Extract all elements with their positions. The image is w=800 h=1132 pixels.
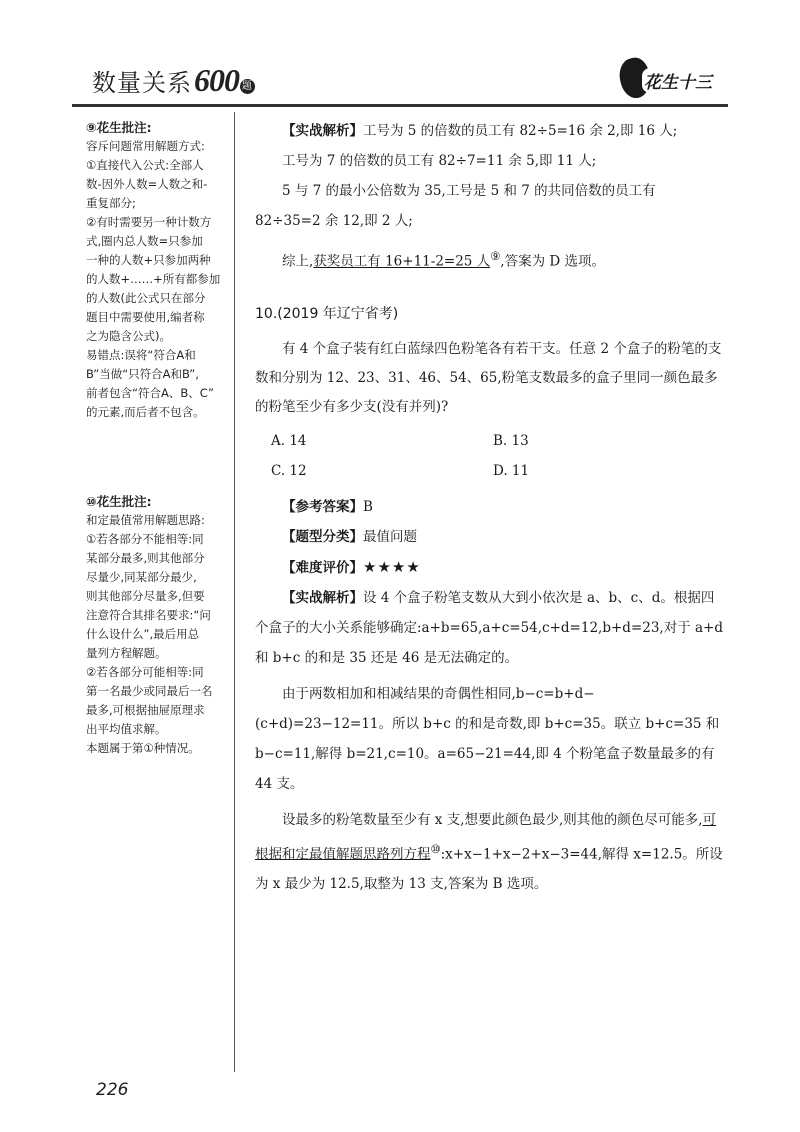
book-title-text: 数量关系	[92, 69, 192, 97]
note-line: 前者包含“符合A、B、C”	[86, 386, 214, 400]
note-line: 出平均值求解。	[86, 722, 167, 736]
note-line: 第一名最少或同最后一名	[86, 684, 213, 698]
question-stem: 有 4 个盒子装有红白蓝绿四色粉笔各有若干支。任意 2 个盒子的粉笔的支数和分别为 12、23、31、46、54、65,粉笔支数最多的盒子里同一颜色最多的粉笔至少有多少支(没有并列)?	[255, 340, 722, 415]
reference-answer	[255, 492, 725, 522]
note-title: ⑨花生批注:	[86, 120, 152, 135]
option-b: B. 13	[493, 432, 529, 449]
note-line: 则其他部分尽量多,但要	[86, 589, 205, 603]
section-tag: 【实战解析】	[282, 123, 363, 139]
note-line: 的人数(此公式只在部分	[86, 291, 206, 305]
analysis-paragraph	[255, 805, 725, 900]
note-line: 式,圈内总人数=只参加	[86, 234, 203, 248]
note-line: 之为隐含公式)。	[86, 329, 171, 343]
sidebar-note-10	[86, 492, 226, 758]
section-tag: 【题型分类】	[282, 528, 363, 545]
type-value: 最值问题	[363, 528, 417, 545]
note-line: 的元素,而后者不包含。	[86, 405, 205, 419]
main-column	[255, 116, 725, 899]
note-title: ⑩花生批注:	[86, 494, 152, 509]
note-line: ②有时需要另一种计数方	[86, 215, 212, 229]
conclusion-text: 综上,	[282, 253, 314, 270]
note-line: B”当做“只符合A和B”,	[86, 367, 199, 381]
book-title-number: 600	[194, 62, 239, 98]
question-type	[255, 522, 725, 552]
note-line: 重复部分;	[86, 196, 136, 210]
page-number: 226	[96, 1080, 129, 1100]
note-line: 易错点:误将“符合A和	[86, 348, 196, 362]
answer-options	[255, 426, 725, 486]
note-line: 最多,可根据抽屉原理求	[86, 703, 205, 717]
note-body	[86, 137, 226, 422]
brand-logo	[620, 58, 716, 100]
header-rule	[72, 104, 728, 107]
note-line: 注意符合其排名要求:“问	[86, 608, 211, 622]
footnote-ref: ⑩	[430, 842, 441, 856]
analysis-paragraph: 由于两数相加和相减结果的奇偶性相同,b−c=b+d−(c+d)=23−12=11。所以 b+c 的和是奇数,即 b+c=35。联立 b+c=35 和 b−c=11,解得 b=21,c=10。a=65−21=44,即 4 个粉笔盒子数量最多的有 44 支。	[255, 685, 720, 792]
prev-conclusion	[255, 242, 725, 277]
book-title	[92, 62, 255, 99]
question-header	[255, 299, 725, 329]
question-source: (2019 年辽宁省考)	[277, 305, 399, 322]
option-c: C. 12	[271, 462, 307, 479]
underlined-text: 可根据和定最值解题思路列方程	[255, 811, 717, 862]
note-line: 和定最值常用解题思路:	[86, 513, 205, 527]
section-tag: 【参考答案】	[282, 498, 363, 515]
option-a: A. 14	[271, 432, 307, 449]
prev-analysis-line	[255, 116, 725, 146]
note-line: 一种的人数+只参加两种	[86, 253, 211, 267]
brand-name: 花生十三	[642, 68, 714, 93]
analysis-text: :x+x−1+x−2+x−3=44,解得 x=12.5。所设为 x 最少为 12.5,取整为 13 支,答案为 B 选项。	[255, 846, 723, 892]
underlined-text: 获奖员工有 16+11-2=25 人	[313, 253, 491, 270]
note-line: ①直接代入公式:全部人	[86, 158, 204, 172]
star-rating: ★★★★	[363, 557, 421, 576]
analysis-text: 工号为 5 的倍数的员工有 82÷5=16 余 2,即 16 人;	[363, 123, 678, 139]
note-line: 数-因外人数=人数之和-	[86, 177, 208, 191]
note-line: 题目中需要使用,编者称	[86, 310, 205, 324]
page-header	[0, 0, 800, 110]
analysis-text: 设 4 个盒子粉笔支数从大到小依次是 a、b、c、d。根据四个盒子的大小关系能够确定:a+b=65,a+c=54,c+d=12,b+d=23,对于 a+d 和 b+c 的和是 35 还是 46 是无法确定的。	[255, 589, 723, 666]
footnote-ref: ⑨	[490, 250, 501, 263]
note-line: 某部分最多,则其他部分	[86, 551, 205, 565]
section-tag: 【实战解析】	[282, 589, 363, 606]
note-line: ①若各部分不能相等:同	[86, 532, 204, 546]
book-title-suffix: 题	[242, 81, 253, 92]
note-line: 容斥问题常用解题方式:	[86, 139, 205, 153]
note-body	[86, 511, 226, 758]
prev-analysis-line: 5 与 7 的最小公倍数为 35,工号是 5 和 7 的共同倍数的员工有 82÷35=2 余 12,即 2 人;	[255, 183, 656, 229]
question-number: 10.	[255, 305, 278, 322]
conclusion-text: ,答案为 D 选项。	[500, 253, 605, 270]
answer-value: B	[363, 498, 373, 515]
note-line: 量列方程解题。	[86, 646, 167, 660]
section-tag: 【难度评价】	[282, 559, 363, 576]
note-line: 的人数+……+所有都参加	[86, 272, 221, 286]
analysis-paragraph	[255, 583, 725, 673]
note-line: 本题属于第①种情况。	[86, 741, 200, 755]
analysis-text: 设最多的粉笔数量至少有 x 支,想要此颜色最少,则其他的颜色尽可能多,	[282, 811, 703, 828]
prev-analysis-line: 工号为 7 的倍数的员工有 82÷7=11 余 5,即 11 人;	[282, 153, 597, 169]
column-divider	[234, 112, 235, 1072]
note-line: 尽量少,同某部分最少,	[86, 570, 197, 584]
sidebar-note-9	[86, 118, 226, 422]
difficulty-rating	[255, 552, 725, 583]
option-d: D. 11	[493, 462, 530, 479]
note-line: ②若各部分可能相等:同	[86, 665, 204, 679]
note-line: 什么设什么”,最后用总	[86, 627, 200, 641]
